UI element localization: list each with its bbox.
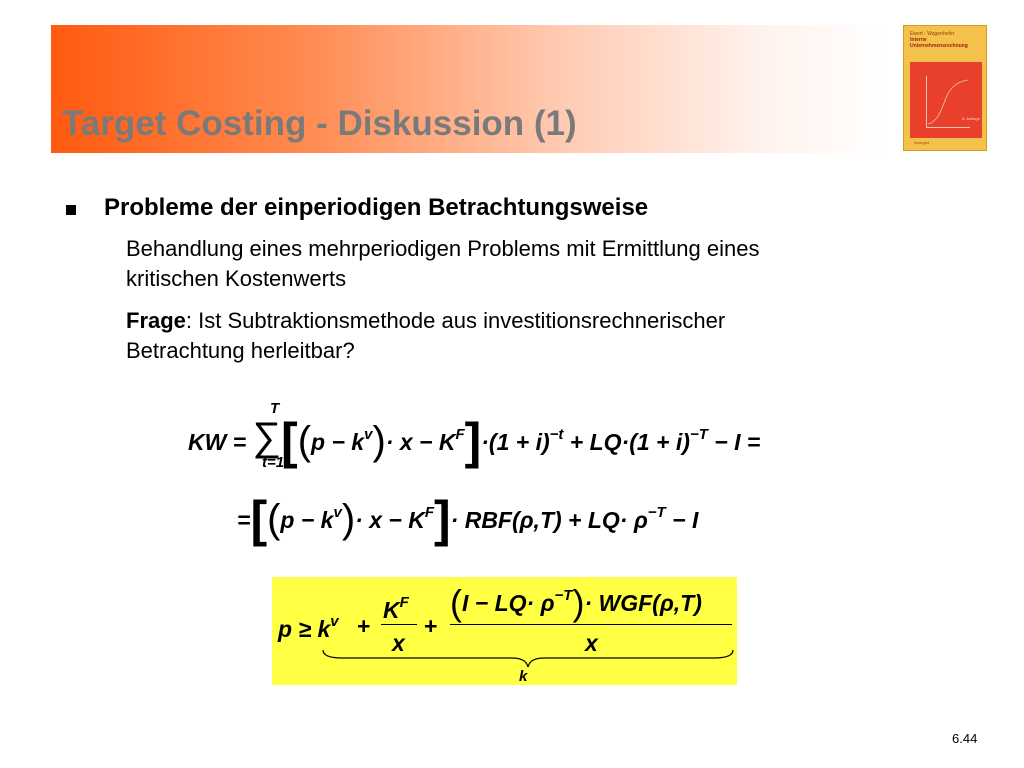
formula-kw-rbf <box>237 490 698 548</box>
f3-frac-line2 <box>450 624 732 625</box>
book-authors: Ewert · Wagenhofer <box>910 31 955 37</box>
f3-KF: F <box>399 594 409 611</box>
f2-x: · x − K <box>355 507 425 533</box>
f2-paren-close: ) <box>341 497 356 541</box>
f1-mT: −T <box>689 426 708 443</box>
f1-bracket-close: ] <box>464 413 482 469</box>
page-number: 6.44 <box>952 731 978 746</box>
book-cover-text <box>910 31 968 49</box>
f2-start: = <box>237 507 251 533</box>
f1-lq: + LQ·(1 + i) <box>569 429 690 455</box>
book-plot-axis <box>926 76 927 128</box>
f1-kw: KW = <box>188 429 247 455</box>
f1-F: F <box>455 426 465 443</box>
book-edition: 5. Auflage <box>962 116 980 121</box>
formula-kw <box>188 412 760 470</box>
f1-x: · x − K <box>385 429 456 455</box>
f1-v: v <box>364 426 373 443</box>
sub-bullet-1-line2: kritischen Kostenwerts <box>126 266 347 291</box>
book-plot-axis <box>926 127 970 128</box>
f3-num1 <box>383 594 409 624</box>
f3-plus2: + <box>424 613 438 639</box>
f3-num2 <box>450 582 702 624</box>
f2-rbf: · RBF(ρ,T) + LQ· ρ <box>450 507 648 533</box>
book-title-line2: Unternehmensrechnung <box>910 43 968 49</box>
f2-end: − I <box>672 507 699 533</box>
f3-v: v <box>330 613 339 630</box>
frage-text: : Ist Subtraktionsmethode aus investitionsrechnerischer <box>185 308 726 333</box>
f2-bracket-open: [ <box>250 491 268 547</box>
underbrace-icon <box>322 648 734 668</box>
f2-p: p − k <box>280 507 334 533</box>
f3-num2-sup: −T <box>554 587 573 604</box>
f1-p: p − k <box>311 429 365 455</box>
book-title-line1: Interne <box>910 37 927 43</box>
f1-i1: ·(1 + i) <box>481 429 550 455</box>
f1-mt: −t <box>549 426 564 443</box>
f3-p: p ≥ k <box>278 616 331 642</box>
sigma-symbol: ∑ <box>252 415 282 459</box>
f3-paren-open: ( <box>450 582 462 623</box>
f3-num2-main: I − LQ· ρ <box>462 590 555 616</box>
f3-K: K <box>383 597 400 623</box>
sub-bullet-1-line1: Behandlung eines mehrperiodigen Problems mit Ermittlung eines <box>126 236 760 261</box>
f2-v: v <box>333 504 342 521</box>
f1-bracket-open: [ <box>281 413 298 469</box>
f2-mT: −T <box>647 504 666 521</box>
f3-frac-line1 <box>381 624 417 625</box>
slide-title: Target Costing - Diskussion (1) <box>62 104 577 143</box>
book-publisher: Springer <box>914 140 930 145</box>
f3-paren-close: ) <box>572 582 585 623</box>
sub-bullet-2-line2: Betrachtung herleitbar? <box>126 338 355 363</box>
f1-paren-close: ) <box>372 419 386 463</box>
frage-label: Frage <box>126 308 186 333</box>
f3-num2-rest: · WGF(ρ,T) <box>584 590 702 616</box>
f1-paren-open: ( <box>297 419 312 463</box>
f3-brace-label: k <box>519 668 528 685</box>
book-cover-image <box>903 25 987 151</box>
f1-end: − I = <box>714 429 761 455</box>
f2-bracket-close: ] <box>434 491 451 547</box>
sub-bullet-2-line1 <box>126 306 725 336</box>
bullet-square-icon <box>66 205 76 215</box>
f3-plus1: + <box>357 613 371 639</box>
f3-den1: x <box>392 630 405 656</box>
bullet-heading: Probleme der einperiodigen Betrachtungsweise <box>104 194 649 221</box>
sum-upper-limit: T <box>270 400 280 417</box>
f2-paren-open: ( <box>267 497 281 541</box>
f3-den2: x <box>585 630 598 656</box>
sum-lower-limit: t=1 <box>262 454 285 471</box>
f2-F: F <box>424 504 434 521</box>
f3-lhs <box>278 613 339 643</box>
